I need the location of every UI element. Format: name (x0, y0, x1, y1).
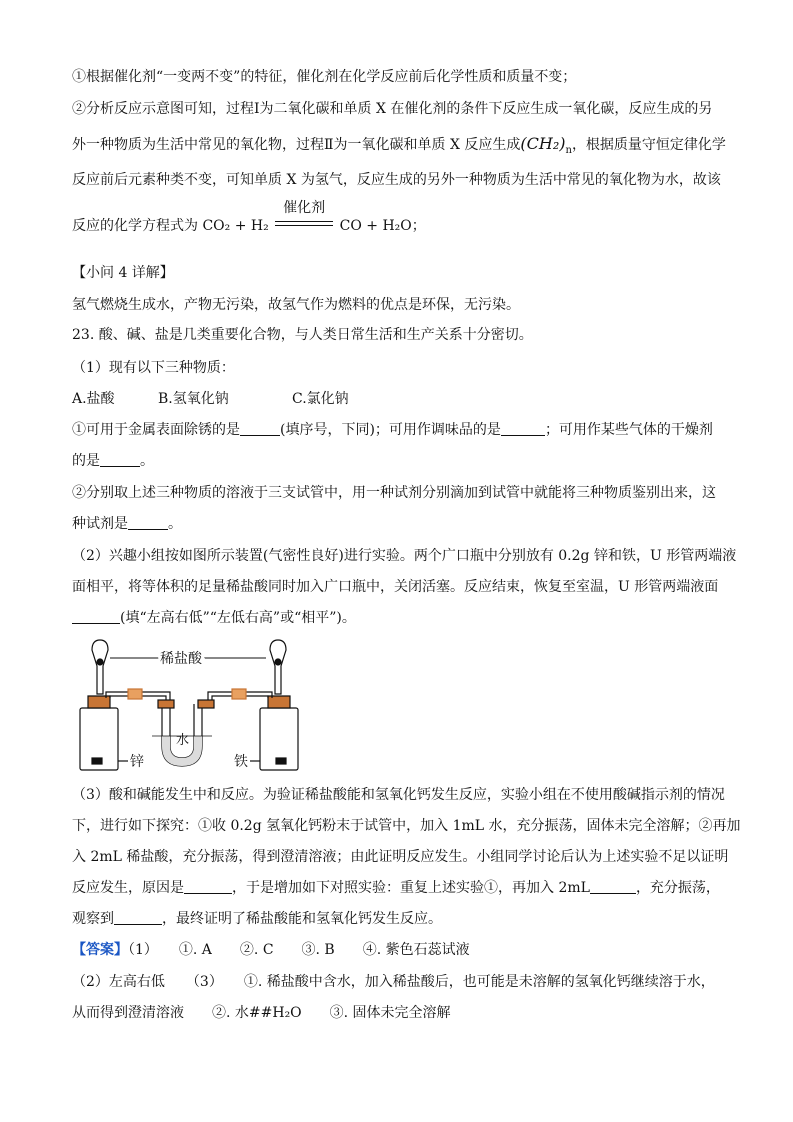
question-3-line2: 下，进行如下探究：①收 0.2g 氢氧化钙粉末于试管中，加入 1mL 水，充分振荡，固体未完全溶解；②再加 (72, 818, 741, 834)
para-analysis-1: ②分析反应示意图可知，过程Ⅰ为二氧化碳和单质 X 在催化剂的条件下反应生成一氧化碳，反应生成的另 (72, 101, 713, 117)
analysis-2-pre: 外一种物质为生活中常见的氧化物，过程Ⅱ为一氧化碳和单质 X 反应生成 (72, 137, 521, 153)
label-dilute-hcl: 稀盐酸 (160, 651, 202, 667)
option-b: B.氢氧化钠 (158, 391, 229, 407)
label-zinc: 锌 (130, 754, 144, 770)
option-a: A.盐酸 (72, 391, 115, 407)
subquestion-4-title: 【小问 4 详解】 (72, 265, 174, 281)
catalyst-label: 催化剂 (283, 200, 326, 216)
answer-blank[interactable] (128, 515, 168, 530)
label-water: 水 (176, 733, 190, 748)
question-23-title: 23. 酸、碱、盐是几类重要化合物，与人类日常生活和生产关系十分密切。 (72, 327, 533, 343)
label-iron: 铁 (234, 754, 248, 770)
question-1b-line1: ②分别取上述三种物质的溶液于三支试管中，用一种试剂分别滴加到试管中就能将三种物质鉴别出来，这 (72, 485, 716, 501)
analysis-2-post: ，根据质量守恒定律化学 (571, 137, 726, 153)
q3-text-4: 观察到 (72, 911, 114, 927)
question-1b-line2 (72, 514, 182, 534)
answer-blank[interactable] (114, 910, 162, 925)
answer-line-1 (72, 940, 470, 960)
equation-arrow (275, 200, 333, 236)
q2-text: (填“左高右低”“左低右高”或“相平”)。 (120, 610, 356, 626)
question-3-line3: 入 2mL 稀盐酸，充分振荡，得到澄清溶液；由此证明反应发生。小组同学讨论后认为上述实验不足以证明 (72, 849, 729, 865)
answer-blank[interactable] (100, 452, 140, 467)
q1a-text-1: ①可用于金属表面除锈的是 (72, 422, 240, 438)
para-equation (72, 200, 426, 236)
equation-products: CO + H₂O (339, 218, 412, 234)
para-catalyst-property: ①根据催化剂“一变两不变”的特征，催化剂在化学反应前后化学性质和质量不变； (72, 69, 577, 85)
q3-text-5: ，最终证明了稀盐酸能和氢氧化钙发生反应。 (162, 911, 442, 927)
question-23-part-1: （1）现有以下三种物质： (72, 360, 235, 376)
q3-text-3: ，充分振荡， (635, 880, 720, 896)
q3-text-1: 反应发生，原因是 (72, 880, 184, 896)
question-2-line2: 面相平，将等体积的足量稀盐酸同时加入广口瓶中，关闭活塞。反应结束，恢复至室温，U 形管两端液面 (72, 579, 719, 595)
equation-intro: 反应的化学方程式为 (72, 218, 198, 234)
q1b-text-2: 。 (168, 516, 182, 532)
answer-blank[interactable] (72, 609, 120, 624)
para-analysis-3: 反应前后元素种类不变，可知单质 X 为氢气，反应生成的另外一种物质为生活中常见的氧化物为水，故该 (72, 172, 721, 188)
q1a-text-3: ；可用作某些气体的干燥剂 (544, 422, 713, 438)
equation-reactants: CO₂ + H₂ (202, 218, 269, 234)
q1a-text-4: 的是 (72, 453, 100, 469)
question-2-line3 (72, 608, 356, 628)
answer-label: 【答案】 (72, 942, 128, 958)
option-c: C.氯化钠 (292, 391, 349, 407)
q1a-text-2: (填序号，下同)；可用作调味品的是 (280, 422, 501, 438)
answer-part-1: （1） ①. A ②. C ③. B ④. 紫色石蕊试液 (128, 942, 470, 958)
question-2-line1: （2）兴趣小组按如图所示装置(气密性良好)进行实验。两个广口瓶中分别放有 0.2g 锌和铁，U 形管两端液 (72, 548, 737, 564)
question-3-line4 (72, 878, 720, 898)
q1b-text-1: 种试剂是 (72, 516, 128, 532)
equation-end: ； (411, 218, 426, 234)
answer-blank[interactable] (240, 421, 280, 436)
answer-line-3: 从而得到澄清溶液 ②. 水##H₂O ③. 固体未完全溶解 (72, 1005, 451, 1021)
subquestion-4-text: 氢气燃烧生成水，产物无污染，故氢气作为燃料的优点是环保，无污染。 (72, 297, 520, 313)
answer-blank[interactable] (501, 421, 545, 436)
question-1a-line1 (72, 420, 713, 440)
answer-blank[interactable] (184, 879, 232, 894)
q1a-text-5: 。 (140, 453, 154, 469)
answer-line-2: （2）左高右低 （3） ①. 稀盐酸中含水，加入稀盐酸后，也可能是未溶解的氢氧化钙继续溶于水， (72, 974, 715, 990)
answer-blank[interactable] (590, 879, 636, 894)
question-1a-line2 (72, 451, 154, 471)
formula-ch2n-subscript: n (565, 144, 572, 156)
question-3-line1: （3）酸和碱能发生中和反应。为验证稀盐酸能和氢氧化钙发生反应，实验小组在不使用酸碱指示剂的情况 (72, 787, 725, 803)
left-separatory-funnel (92, 640, 108, 694)
question-3-line5 (72, 909, 442, 929)
right-separatory-funnel (270, 640, 286, 694)
formula-ch2n: (CH₂) (520, 134, 566, 153)
q3-text-2: ，于是增加如下对照实验：重复上述实验①，再加入 2mL (232, 880, 590, 896)
apparatus-figure (70, 636, 330, 776)
options-row (72, 389, 349, 409)
para-analysis-2 (72, 134, 726, 161)
